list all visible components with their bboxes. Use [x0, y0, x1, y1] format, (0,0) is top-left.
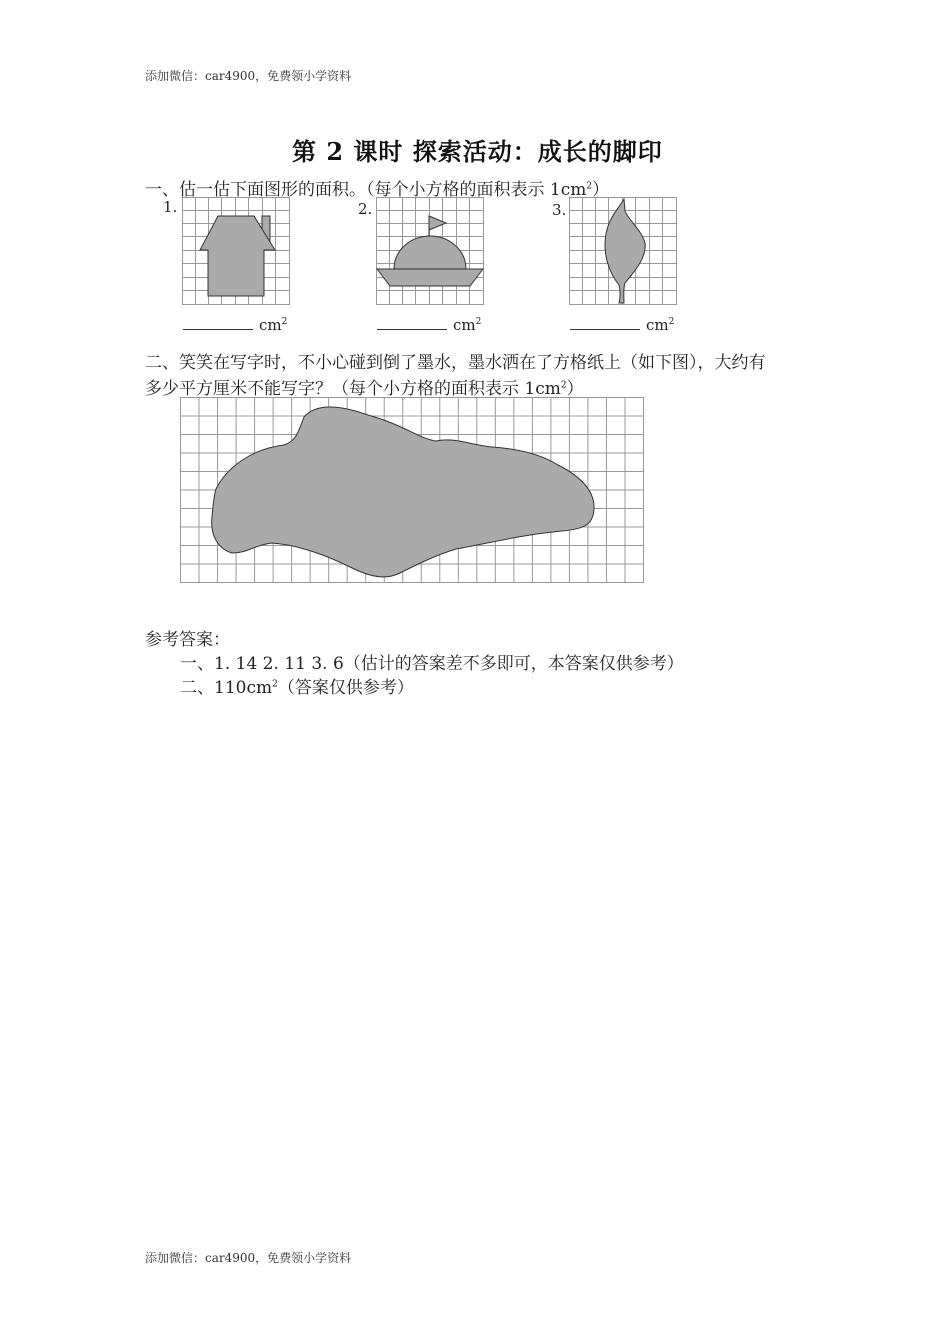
unit-sup: 2: [668, 317, 675, 327]
blank-line: [570, 317, 640, 330]
unit-label: cm: [646, 316, 669, 334]
figure-1-answer-blank: [183, 316, 287, 334]
answer-1: 一、1. 14 2. 11 3. 6（估计的答案差不多即可，本答案仅供参考）: [180, 654, 684, 674]
unit-sup: 2: [475, 317, 482, 327]
question-2-sup: 2: [560, 380, 567, 391]
question-2-line-1: 二、笑笑在写字时，不小心碰到倒了墨水，墨水洒在了方格纸上（如下图），大约有: [145, 353, 766, 373]
figure-3-number: 3.: [552, 201, 567, 219]
answer-2-note: （答案仅供参考）: [277, 678, 414, 698]
figure-2-number: 2.: [358, 200, 373, 218]
page-header: 添加微信：car4900，免费领小学资料: [145, 69, 352, 83]
ink-blot-grid: [180, 397, 644, 583]
question-1-sup: 2: [586, 181, 593, 192]
answer-2-sup: 2: [272, 679, 278, 690]
question-2-close: ）: [566, 379, 584, 399]
question-2-text: 多少平方厘米不能写字？（每个小方格的面积表示 1cm: [145, 379, 561, 399]
figure-1-house-grid: [182, 197, 290, 305]
blank-line: [377, 317, 447, 330]
unit-label: cm: [453, 316, 476, 334]
page-title: 第 2 课时 探索活动：成长的脚印: [292, 137, 663, 166]
question-1-text: 一、估一估下面图形的面积。（每个小方格的面积表示 1cm: [145, 180, 587, 200]
figure-3-answer-blank: [570, 316, 674, 334]
blank-line: [183, 317, 253, 330]
answer-2-value: 二、110cm: [180, 678, 273, 698]
question-1-close: ）: [592, 180, 610, 200]
figure-3-leaf-grid: [569, 197, 677, 305]
figure-2-boat-grid: [376, 197, 484, 305]
question-2-line-2: [145, 374, 584, 399]
unit-sup: 2: [281, 317, 288, 327]
unit-label: cm: [259, 316, 282, 334]
page-footer: 添加微信：car4900，免费领小学资料: [145, 1251, 352, 1265]
figure-1-number: 1.: [163, 198, 178, 216]
answer-2: [180, 673, 414, 698]
figure-2-answer-blank: [377, 316, 481, 334]
answers-heading: 参考答案：: [145, 630, 230, 650]
